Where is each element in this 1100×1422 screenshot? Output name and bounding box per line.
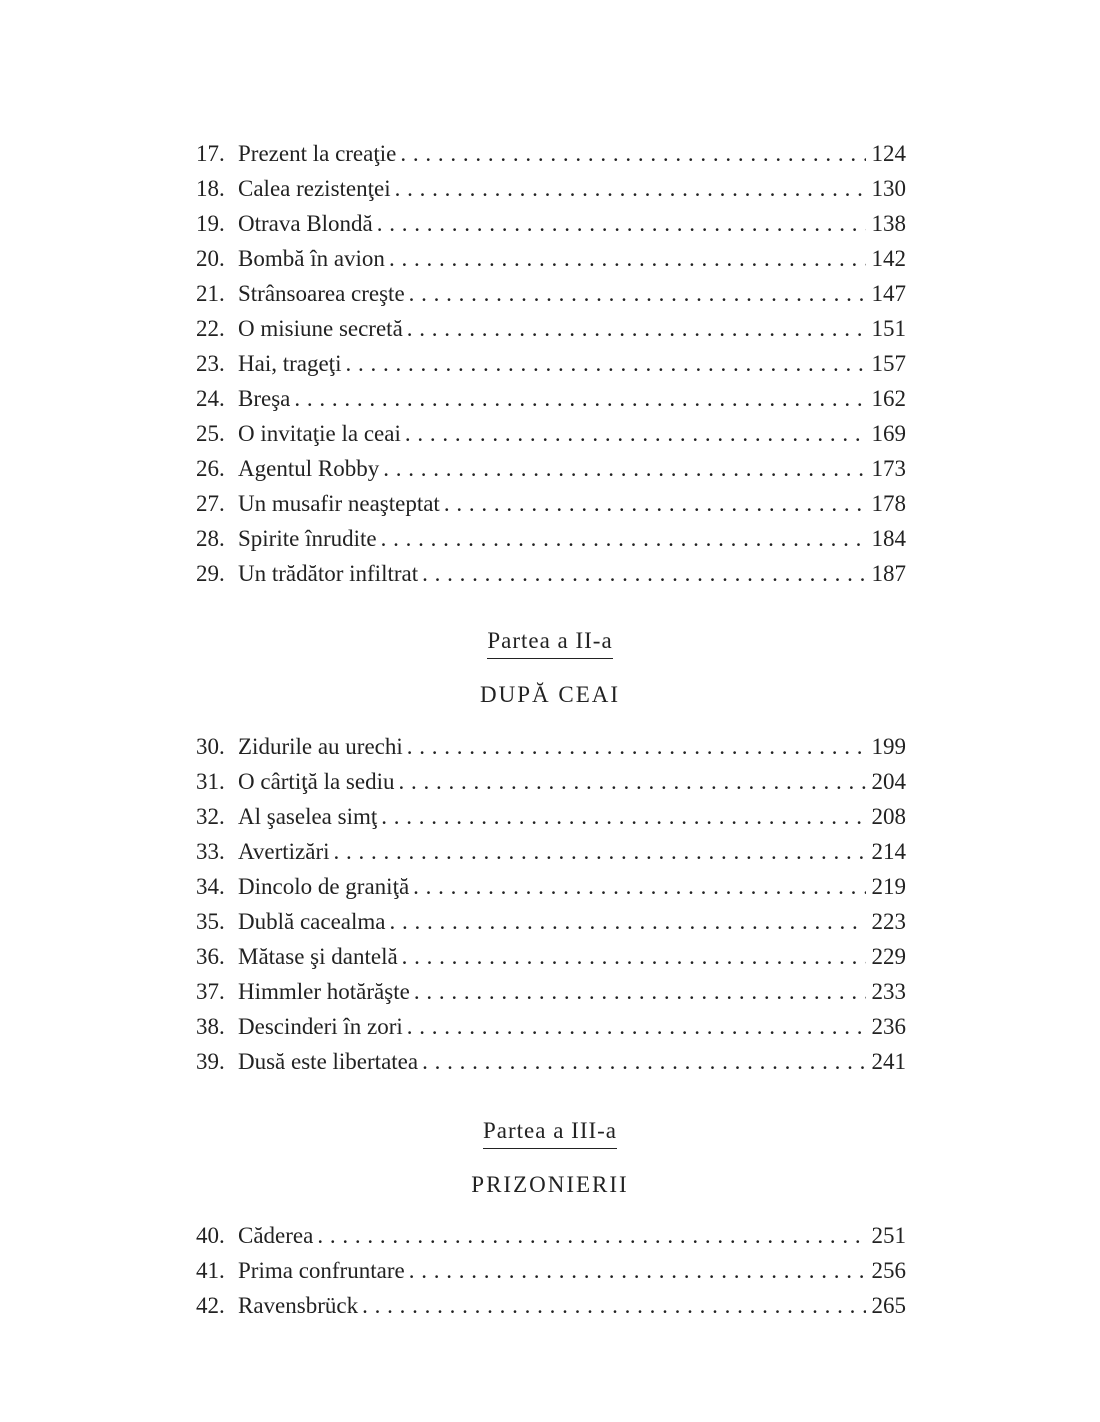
page-number: 157 [871,351,906,376]
chapter-title: O misiune secretă [238,316,403,341]
chapter-number: 33. [196,839,225,864]
chapter-title: O cârtiţă la sediu [238,769,395,794]
toc-entry [196,346,906,381]
toc-entry [196,311,906,346]
toc-entry [196,171,906,206]
dot-leader [413,869,865,904]
dot-leader [407,1009,866,1044]
page-number: 208 [871,804,906,829]
dot-leader [395,171,866,206]
page-number: 251 [871,1223,906,1248]
page-number: 124 [871,141,906,166]
chapter-title: Otrava Blondă [238,211,373,236]
dot-leader [407,311,866,346]
chapter-number: 29. [196,561,225,586]
chapter-number: 28. [196,526,225,551]
dot-leader [345,346,865,381]
toc-entry [196,729,906,764]
dot-leader [409,276,866,311]
chapter-title: Hai, trageţi [238,351,342,376]
dot-leader [362,1288,865,1323]
toc-entry [196,486,906,521]
toc-entry [196,136,906,171]
chapter-number: 32. [196,804,225,829]
dot-leader [400,136,865,171]
part-heading-2 [0,628,1100,659]
toc-entry [196,939,906,974]
chapter-number: 21. [196,281,225,306]
chapter-title: Un musafir neaşteptat [238,491,440,516]
dot-leader [422,1044,865,1079]
chapter-title: Zidurile au urechi [238,734,403,759]
dot-leader [405,416,866,451]
toc-entry [196,241,906,276]
page-number: 142 [871,246,906,271]
chapter-number: 27. [196,491,225,516]
page-number: 204 [871,769,906,794]
dot-leader [402,939,866,974]
toc-entry [196,206,906,241]
toc-entry [196,451,906,486]
chapter-number: 40. [196,1223,225,1248]
chapter-title: Mătase şi dantelă [238,944,398,969]
toc-entry [196,556,906,591]
chapter-number: 26. [196,456,225,481]
dot-leader [414,974,866,1009]
dot-leader [381,521,866,556]
chapter-title: Dublă cacealma [238,909,386,934]
chapter-number: 41. [196,1258,225,1283]
toc-entry [196,1009,906,1044]
chapter-title: Dusă este libertatea [238,1049,419,1074]
page-number: 178 [871,491,906,516]
toc-entry [196,1218,906,1253]
page-number: 173 [871,456,906,481]
chapter-number: 36. [196,944,225,969]
page-number: 169 [871,421,906,446]
part-title-3: PRIZONIERII [471,1172,629,1197]
toc-block-part-1 [196,136,906,591]
page-number: 241 [871,1049,906,1074]
page-number: 130 [871,176,906,201]
chapter-number: 23. [196,351,225,376]
page-number: 199 [871,734,906,759]
chapter-number: 18. [196,176,225,201]
dot-leader [407,729,866,764]
part-label: Partea a II-a [487,628,612,659]
page-number: 147 [871,281,906,306]
page-number: 233 [871,979,906,1004]
dot-leader [294,381,865,416]
chapter-title: Prezent la creaţie [238,141,397,166]
dot-leader [444,486,866,521]
chapter-title: Strânsoarea creşte [238,281,405,306]
chapter-title: Dincolo de graniţă [238,874,410,899]
chapter-number: 31. [196,769,225,794]
dot-leader [409,1253,866,1288]
page-number: 214 [871,839,906,864]
dot-leader [383,451,865,486]
page-number: 265 [871,1293,906,1318]
toc-entry [196,1253,906,1288]
dot-leader [317,1218,865,1253]
chapter-number: 19. [196,211,225,236]
chapter-number: 39. [196,1049,225,1074]
chapter-number: 42. [196,1293,225,1318]
chapter-title: Agentul Robby [238,456,380,481]
page-number: 151 [871,316,906,341]
toc-entry [196,974,906,1009]
toc-block-part-2 [196,729,906,1079]
page-number: 184 [871,526,906,551]
toc-entry [196,276,906,311]
chapter-title: Breşa [238,386,291,411]
page-number: 138 [871,211,906,236]
chapter-number: 25. [196,421,225,446]
chapter-title: Căderea [238,1223,314,1248]
part-title-2: DUPĂ CEAI [479,682,621,707]
chapter-title: Ravensbrück [238,1293,359,1318]
page-number: 162 [871,386,906,411]
page-number: 229 [871,944,906,969]
chapter-number: 30. [196,734,225,759]
toc-entry [196,869,906,904]
toc-entry [196,799,906,834]
chapter-title: O invitaţie la ceai [238,421,401,446]
chapter-number: 20. [196,246,225,271]
page-number: 236 [871,1014,906,1039]
dot-leader [422,556,865,591]
toc-entry [196,416,906,451]
page-number: 187 [871,561,906,586]
chapter-number: 34. [196,874,225,899]
chapter-title: Bombă în avion [238,246,385,271]
toc-entry [196,521,906,556]
toc-entry [196,834,906,869]
chapter-number: 38. [196,1014,225,1039]
chapter-title: Spirite înrudite [238,526,377,551]
chapter-title: Un trădător infiltrat [238,561,419,586]
chapter-title: Prima confruntare [238,1258,405,1283]
toc-entry [196,381,906,416]
chapter-number: 37. [196,979,225,1004]
chapter-title: Himmler hotărăşte [238,979,410,1004]
part-heading-3 [0,1118,1100,1149]
chapter-number: 17. [196,141,225,166]
chapter-title: Descinderi în zori [238,1014,403,1039]
dot-leader [390,904,866,939]
toc-entry [196,764,906,799]
chapter-title: Avertizări [238,839,330,864]
chapter-title: Calea rezistenţei [238,176,391,201]
dot-leader [334,834,866,869]
chapter-title: Al şaselea simţ [238,804,378,829]
dot-leader [381,799,865,834]
toc-entry [196,1288,906,1323]
dot-leader [398,764,865,799]
dot-leader [377,206,866,241]
page-number: 256 [871,1258,906,1283]
page-number: 223 [871,909,906,934]
page-number: 219 [871,874,906,899]
toc-block-part-3 [196,1218,906,1323]
chapter-number: 24. [196,386,225,411]
chapter-number: 35. [196,909,225,934]
toc-entry [196,1044,906,1079]
dot-leader [389,241,866,276]
chapter-number: 22. [196,316,225,341]
part-label: Partea a III-a [483,1118,617,1149]
toc-entry [196,904,906,939]
